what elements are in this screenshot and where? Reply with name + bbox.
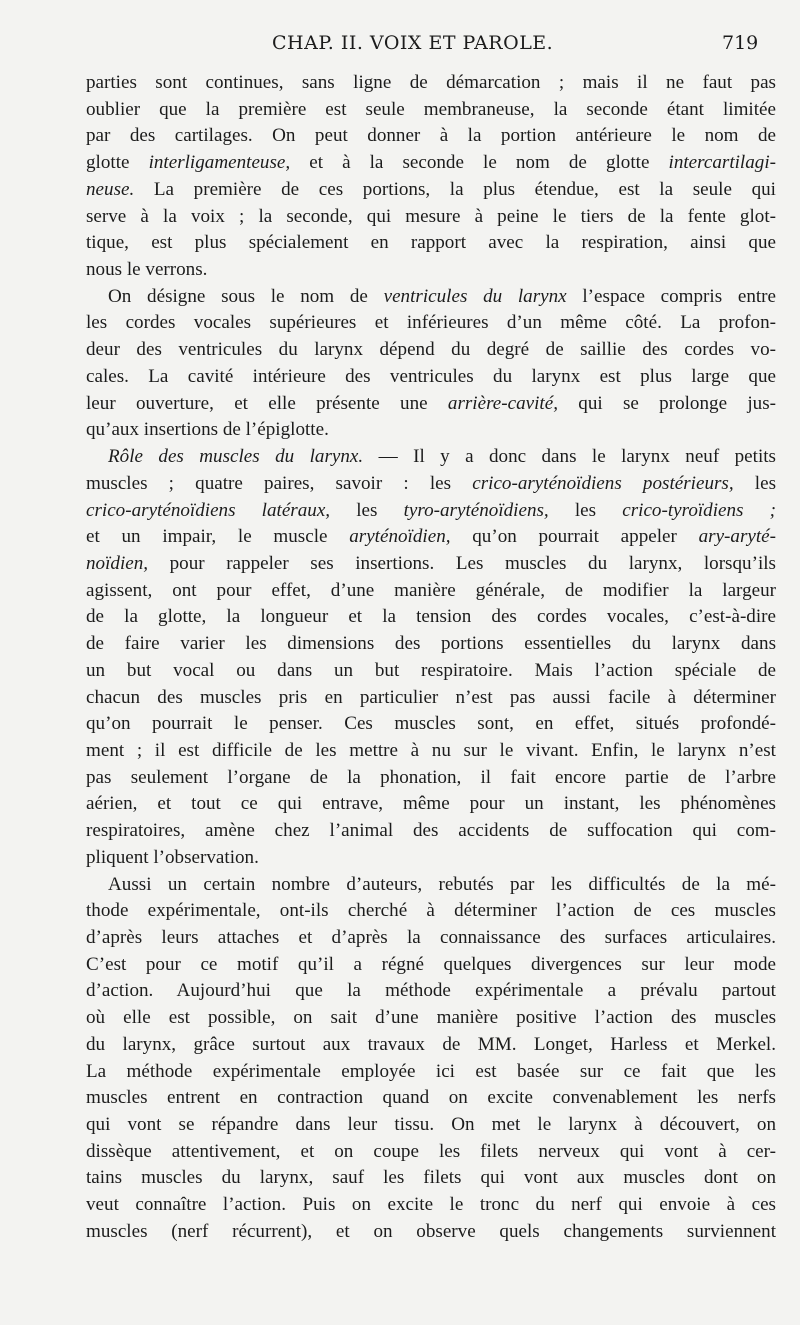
running-title: CHAP. II. VOIX ET PAROLE.: [272, 32, 554, 54]
text-line: [86, 444, 776, 471]
text-run: les: [733, 472, 776, 494]
text-line: [86, 845, 776, 872]
text-run: muscles entrent en contraction quand on excite convenablement les nerfs: [86, 1087, 776, 1109]
text-run: La première de ces portions, la plus étendue, est la seule qui: [134, 178, 776, 200]
page-header: [0, 28, 800, 60]
paragraph: [86, 284, 776, 444]
text-run: respiratoires, amène chez l’animal des accidents de suffocation qui com-: [86, 820, 776, 842]
text-line: [86, 364, 776, 391]
text-run: dissèque attentivement, et on coupe les filets nerveux qui vont à cer-: [86, 1140, 776, 1162]
text-run: et un impair, le muscle: [86, 526, 350, 548]
text-run: qu’on pourrait appeler: [450, 526, 699, 548]
text-run: aérien, et tout ce qui entrave, même pour un instant, les phénomènes: [86, 793, 776, 815]
text-line: [86, 1112, 776, 1139]
body-text: [86, 70, 776, 1246]
text-run: leur ouverture, et elle présente une: [86, 392, 448, 414]
text-line: [86, 578, 776, 605]
italic-term: ary-aryté-: [698, 526, 776, 548]
italic-term: arrière-cavité,: [447, 392, 558, 414]
text-run: veut connaître l’action. Puis on excite le tronc du nerf qui envoie à ces: [86, 1194, 776, 1216]
italic-term: tyro-aryténoïdiens,: [403, 499, 549, 521]
text-run: tique, est plus spécialement en rapport avec la respiration, ainsi que: [86, 232, 776, 254]
text-run: muscles (nerf récurrent), et on observe quels changements surviennent: [86, 1220, 776, 1242]
text-run: de la glotte, la longueur et la tension des cordes vocales, c’est-à-dire: [86, 606, 776, 628]
text-line: [86, 1219, 776, 1246]
text-line: [86, 1005, 776, 1032]
paragraph: [86, 872, 776, 1246]
text-line: [86, 230, 776, 257]
text-run: muscles ; quatre paires, savoir : les: [86, 472, 473, 494]
text-run: ment ; il est difficile de les mettre à nu sur le vivant. Enfin, le larynx n’est: [86, 739, 776, 761]
text-line: [86, 524, 776, 551]
text-line: [86, 337, 776, 364]
text-line: [86, 150, 776, 177]
text-run: parties sont continues, sans ligne de démarcation ; mais il ne faut pas: [86, 72, 776, 93]
text-line: [86, 818, 776, 845]
italic-term: crico-tyroïdiens ;: [622, 499, 776, 521]
text-run: — Il y a donc dans le larynx neuf petits: [363, 446, 776, 468]
text-run: qui se prolonge jus-: [558, 392, 776, 414]
text-line: [86, 97, 776, 124]
text-line: [86, 417, 776, 444]
text-run: tains muscles du larynx, sauf les filets qui vont aux muscles dont on: [86, 1167, 776, 1189]
text-line: [86, 471, 776, 498]
text-run: d’après leurs attaches et d’après la connaissance des surfaces articulaires.: [86, 927, 776, 948]
text-line: [86, 791, 776, 818]
text-line: [86, 204, 776, 231]
text-line: [86, 604, 776, 631]
text-run: qu’aux insertions de l’épiglotte.: [86, 419, 329, 441]
paragraph: [86, 444, 776, 872]
text-line: [86, 685, 776, 712]
italic-term: noïdien,: [86, 552, 149, 574]
text-run: serve à la voix ; la seconde, qui mesure à peine le tiers de la fente glot-: [86, 205, 776, 227]
text-run: les: [548, 499, 623, 521]
text-run: un but vocal ou dans un but respiratoire. Mais l’action spéciale de: [86, 659, 776, 681]
text-run: Aussi un certain nombre d’auteurs, rebutés par les difficultés de la mé-: [108, 873, 776, 895]
paragraph: [86, 70, 776, 284]
text-run: nous le verrons.: [86, 259, 208, 281]
text-line: [86, 1192, 776, 1219]
text-line: [86, 498, 776, 525]
text-run: qui vont se répandre dans leur tissu. On met le larynx à découvert, on: [86, 1114, 776, 1136]
text-run: agissent, ont pour effet, d’une manière générale, de modifier la largeur: [86, 579, 776, 601]
text-run: les cordes vocales supérieures et inférieures d’un même côté. La profon-: [86, 312, 776, 334]
text-line: [86, 70, 776, 97]
text-line: [86, 1032, 776, 1059]
text-line: [86, 284, 776, 311]
text-line: [86, 711, 776, 738]
italic-term: Rôle des muscles du larynx.: [108, 446, 364, 468]
text-run: pour rappeler ses insertions. Les muscles du larynx, lorsqu’ils: [148, 552, 776, 574]
italic-term: crico-aryténoïdiens latéraux,: [86, 499, 331, 521]
text-run: où elle est possible, on sait d’une manière positive l’action des muscles: [86, 1007, 776, 1029]
text-run: glotte: [86, 152, 149, 174]
text-run: et à la seconde le nom de glotte: [290, 152, 669, 174]
italic-term: ventricules du larynx: [383, 285, 567, 307]
text-line: [86, 1165, 776, 1192]
text-line: [86, 551, 776, 578]
text-line: [86, 765, 776, 792]
text-run: d’action. Aujourd’hui que la méthode expérimentale a prévalu partout: [86, 980, 776, 1002]
text-line: [86, 1139, 776, 1166]
text-line: [86, 310, 776, 337]
text-run: pas seulement l’organe de la phonation, il fait encore partie de l’arbre: [86, 766, 776, 788]
italic-term: neuse.: [86, 178, 135, 200]
text-run: chacun des muscles pris en particulier n’est pas aussi facile à déterminer: [86, 686, 776, 708]
text-line: [86, 1059, 776, 1086]
text-run: On désigne sous le nom de: [108, 285, 384, 307]
text-line: [86, 631, 776, 658]
text-line: [86, 658, 776, 685]
text-run: La méthode expérimentale employée ici est basée sur ce fait que les: [86, 1060, 776, 1082]
text-run: deur des ventricules du larynx dépend du degré de saillie des cordes vo-: [86, 339, 776, 361]
text-line: [86, 978, 776, 1005]
italic-term: interligamenteuse,: [148, 152, 291, 174]
text-line: [86, 872, 776, 899]
text-run: thode expérimentale, ont-ils cherché à déterminer l’action de ces muscles: [86, 900, 776, 922]
text-run: pliquent l’observation.: [86, 846, 259, 868]
text-run: C’est pour ce motif qu’il a régné quelques divergences sur leur mode: [86, 953, 776, 975]
text-run: l’espace compris entre: [566, 285, 776, 307]
text-run: oublier que la première est seule membraneuse, la seconde étant limitée: [86, 98, 776, 120]
italic-term: crico-aryténoïdiens postérieurs,: [472, 472, 734, 494]
text-line: [86, 738, 776, 765]
page-number: 719: [722, 32, 759, 54]
text-line: [86, 177, 776, 204]
text-run: par des cartilages. On peut donner à la portion antérieure le nom de: [86, 125, 776, 147]
text-line: [86, 257, 776, 284]
text-run: les: [330, 499, 404, 521]
text-line: [86, 391, 776, 418]
text-run: qu’on pourrait le penser. Ces muscles sont, en effet, situés profondé-: [86, 713, 776, 735]
italic-term: aryténoïdien,: [349, 526, 451, 548]
text-run: de faire varier les dimensions des portions essentielles du larynx dans: [86, 633, 776, 655]
text-line: [86, 952, 776, 979]
text-line: [86, 898, 776, 925]
text-run: cales. La cavité intérieure des ventricules du larynx est plus large que: [86, 365, 776, 387]
text-run: du larynx, grâce surtout aux travaux de MM. Longet, Harless et Merkel.: [86, 1033, 776, 1055]
italic-term: intercartilagi-: [668, 152, 776, 174]
text-line: [86, 123, 776, 150]
text-line: [86, 1085, 776, 1112]
text-line: [86, 925, 776, 952]
